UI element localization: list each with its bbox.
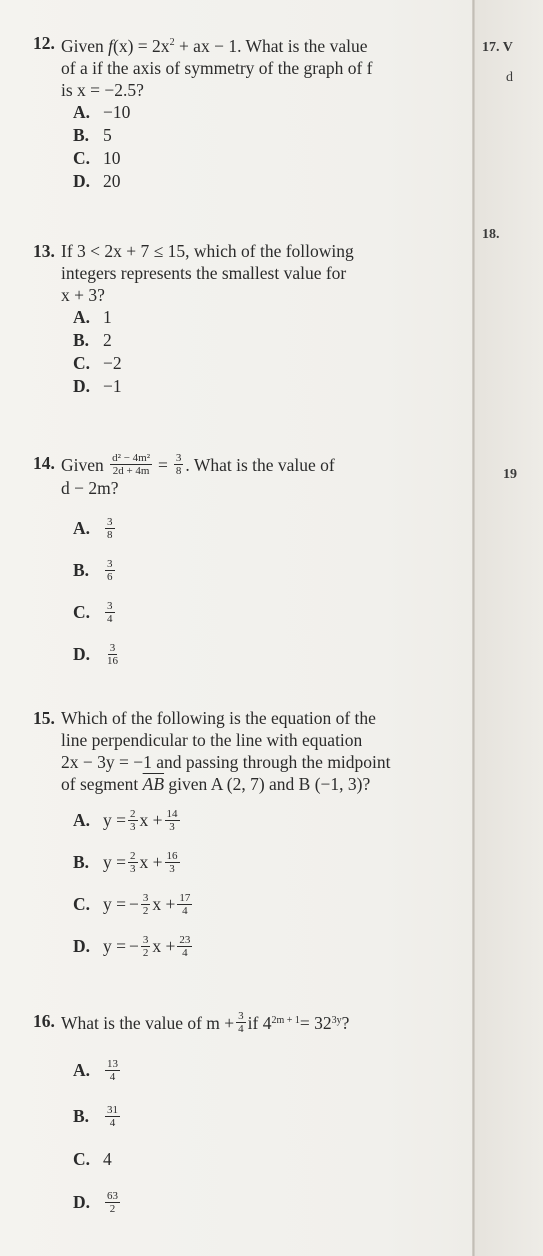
question-12	[33, 32, 473, 193]
option-c[interactable]	[73, 1139, 473, 1179]
question-number: 14.	[33, 453, 55, 473]
fraction-denominator: 2	[142, 904, 149, 917]
intercept-fraction	[177, 934, 192, 959]
slope-fraction	[141, 892, 151, 917]
option-text: 10	[103, 147, 121, 168]
option-letter: A.	[73, 809, 91, 830]
question-stem	[61, 707, 473, 795]
fraction-denominator: 16	[107, 654, 118, 667]
option-text: y =	[103, 935, 126, 956]
option-sign: −	[129, 935, 139, 956]
fraction-denominator: 8	[107, 528, 113, 541]
option-letter: D.	[73, 935, 91, 956]
option-b[interactable]	[73, 124, 473, 147]
option-c[interactable]	[73, 883, 473, 925]
side-label-19: 19	[503, 467, 517, 482]
fraction-numerator: 3	[175, 452, 182, 464]
rhs-fraction	[174, 452, 184, 477]
option-fraction	[105, 1190, 120, 1215]
option-d[interactable]	[73, 925, 473, 967]
option-a[interactable]	[73, 101, 473, 124]
intercept-fraction	[165, 808, 180, 833]
fraction-numerator: d² − 4m²	[112, 452, 151, 464]
option-sign: −	[129, 893, 139, 914]
option-text: x +	[139, 851, 163, 872]
option-d[interactable]	[73, 170, 473, 193]
fraction-denominator: 3	[169, 862, 175, 875]
fraction-numerator: 3	[142, 933, 149, 946]
question-number: 13.	[33, 241, 55, 261]
fraction-numerator: 3	[107, 599, 113, 612]
option-b[interactable]	[73, 549, 473, 591]
option-letter: C.	[73, 147, 91, 168]
stem-text: if 4	[247, 1012, 272, 1033]
fraction-denominator: 3	[130, 820, 136, 833]
fraction-numerator: 3	[107, 515, 113, 528]
fraction-numerator: 63	[107, 1189, 118, 1202]
stem-line: d − 2m?	[61, 478, 119, 498]
option-b[interactable]	[73, 841, 473, 883]
fraction-denominator: 4	[182, 946, 188, 959]
fraction-numerator: 3	[109, 641, 116, 654]
option-text: −10	[103, 101, 131, 122]
stem-line: of a if the axis of symmetry of the graph of f	[61, 57, 373, 78]
question-number: 16.	[33, 1011, 55, 1031]
given-fraction	[110, 452, 152, 477]
question-16	[33, 1010, 473, 1225]
side-label-18: 18.	[482, 227, 500, 242]
fraction-denominator: 2d + 4m	[112, 465, 150, 477]
stem-text: = 32	[299, 1012, 332, 1033]
option-text: x +	[152, 893, 176, 914]
option-letter: B.	[73, 559, 90, 580]
option-text: −2	[103, 353, 122, 373]
stem-line	[61, 452, 473, 477]
fraction-denominator: 8	[175, 465, 182, 477]
adjacent-page-column	[475, 0, 543, 1256]
stem-line: integers represents the smallest value for	[61, 263, 347, 283]
stem-line: If 3 < 2x + 7 ≤ 15, which of the following	[61, 241, 354, 261]
option-a[interactable]	[73, 1047, 473, 1093]
exponent: 2	[169, 37, 175, 48]
option-letter: B.	[73, 124, 90, 145]
fraction-numerator: 31	[107, 1103, 118, 1116]
fraction-denominator: 4	[109, 1116, 116, 1129]
option-letter: B.	[73, 851, 90, 872]
option-b[interactable]	[73, 329, 473, 352]
fraction-numerator: 13	[107, 1057, 118, 1070]
option-letter: D.	[73, 376, 91, 396]
fraction-denominator: 2	[142, 946, 149, 959]
equals-sign: =	[158, 454, 168, 475]
option-fraction	[105, 516, 115, 541]
option-text: y =	[103, 893, 126, 914]
option-letter: B.	[73, 330, 90, 350]
intercept-fraction	[177, 892, 192, 917]
fraction-numerator: 23	[179, 933, 191, 946]
fraction-denominator: 3	[169, 820, 175, 833]
side-label-17b: d	[506, 70, 513, 85]
slope-fraction	[141, 934, 151, 959]
side-label-17: 17. V	[482, 40, 513, 55]
option-d[interactable]	[73, 633, 473, 675]
question-stem	[61, 452, 473, 499]
option-d[interactable]	[73, 375, 473, 398]
option-d[interactable]	[73, 1179, 473, 1225]
stem-text: of segment	[61, 774, 143, 794]
option-letter: C.	[73, 893, 91, 914]
stem-line: is x = −2.5?	[61, 79, 144, 100]
question-15	[33, 707, 473, 967]
option-fraction	[105, 600, 115, 625]
option-text: 4	[103, 1148, 112, 1169]
exponent: 3y	[331, 1015, 342, 1026]
option-letter: A.	[73, 101, 91, 122]
fraction-denominator: 3	[130, 862, 136, 875]
stem-text: ?	[341, 1012, 350, 1033]
question-number: 15.	[33, 708, 55, 728]
question-stem	[61, 32, 473, 101]
stem-text: + ax − 1. What is the value	[174, 35, 368, 56]
stem-line: 2x − 3y = −1 and passing through the midpoint	[61, 752, 391, 772]
question-stem	[61, 1010, 473, 1035]
option-text: 5	[103, 124, 112, 145]
option-text: x +	[152, 935, 176, 956]
fraction-denominator: 2	[109, 1202, 116, 1215]
question-stem	[61, 240, 473, 306]
option-letter: C.	[73, 1148, 91, 1169]
fraction-numerator: 17	[179, 891, 191, 904]
fraction-numerator: 16	[166, 849, 178, 862]
fraction-numerator: 3	[238, 1010, 244, 1022]
option-a[interactable]	[73, 306, 473, 329]
stem-line	[61, 1010, 473, 1035]
fraction-denominator: 4	[238, 1023, 244, 1035]
option-fraction	[105, 1058, 120, 1083]
option-text: y =	[103, 851, 126, 872]
option-c[interactable]	[73, 591, 473, 633]
option-text: x +	[139, 809, 163, 830]
option-fraction	[105, 1104, 120, 1129]
stem-text: . What is the value of	[185, 454, 335, 475]
stem-text: (x) = 2x	[113, 35, 170, 56]
question-14	[33, 452, 473, 675]
function-symbol: f	[108, 35, 114, 56]
option-text: 20	[103, 170, 121, 191]
fraction-denominator: 6	[107, 570, 113, 583]
fraction-denominator: 4	[107, 612, 113, 625]
option-letter: B.	[73, 1105, 90, 1126]
option-letter: A.	[73, 517, 91, 538]
option-a[interactable]	[73, 507, 473, 549]
question-13	[33, 240, 473, 398]
fraction-numerator: 2	[130, 849, 136, 862]
stem-text: Given	[61, 454, 104, 475]
option-letter: D.	[73, 170, 91, 191]
slope-fraction	[128, 808, 138, 833]
stem-text: given A (2, 7) and B (−1, 3)?	[164, 774, 371, 794]
option-letter: A.	[73, 1059, 91, 1080]
fraction-numerator: 14	[166, 807, 178, 820]
intercept-fraction	[165, 850, 180, 875]
option-c[interactable]	[73, 352, 473, 375]
option-text: 1	[103, 307, 112, 327]
option-a[interactable]	[73, 799, 473, 841]
stem-line: x + 3?	[61, 285, 105, 305]
fraction-denominator: 4	[109, 1070, 116, 1083]
stem-line: Which of the following is the equation of the	[61, 708, 376, 728]
option-letter: D.	[73, 1191, 91, 1212]
stem-line	[61, 32, 473, 57]
option-fraction	[105, 642, 120, 667]
fraction-numerator: 2	[130, 807, 136, 820]
fraction-numerator: 3	[107, 557, 113, 570]
option-text: 2	[103, 330, 112, 350]
option-text: −1	[103, 376, 122, 396]
option-text: y =	[103, 809, 126, 830]
option-c[interactable]	[73, 147, 473, 170]
question-number: 12.	[33, 33, 55, 53]
segment-label: $\overline{AB}$	[142, 774, 165, 794]
option-fraction	[105, 558, 115, 583]
exponent: 2m + 1	[271, 1015, 300, 1026]
slope-fraction	[128, 850, 138, 875]
fraction-numerator: 3	[142, 891, 149, 904]
option-b[interactable]	[73, 1093, 473, 1139]
fraction-denominator: 4	[182, 904, 188, 917]
option-letter: C.	[73, 353, 91, 373]
stem-fraction	[236, 1010, 246, 1035]
stem-line: line perpendicular to the line with equation	[61, 730, 363, 750]
option-letter: A.	[73, 307, 91, 327]
stem-text: Given	[61, 35, 109, 56]
stem-line	[61, 773, 473, 795]
option-letter: C.	[73, 601, 91, 622]
stem-text: What is the value of m +	[61, 1012, 235, 1033]
option-letter: D.	[73, 643, 91, 664]
